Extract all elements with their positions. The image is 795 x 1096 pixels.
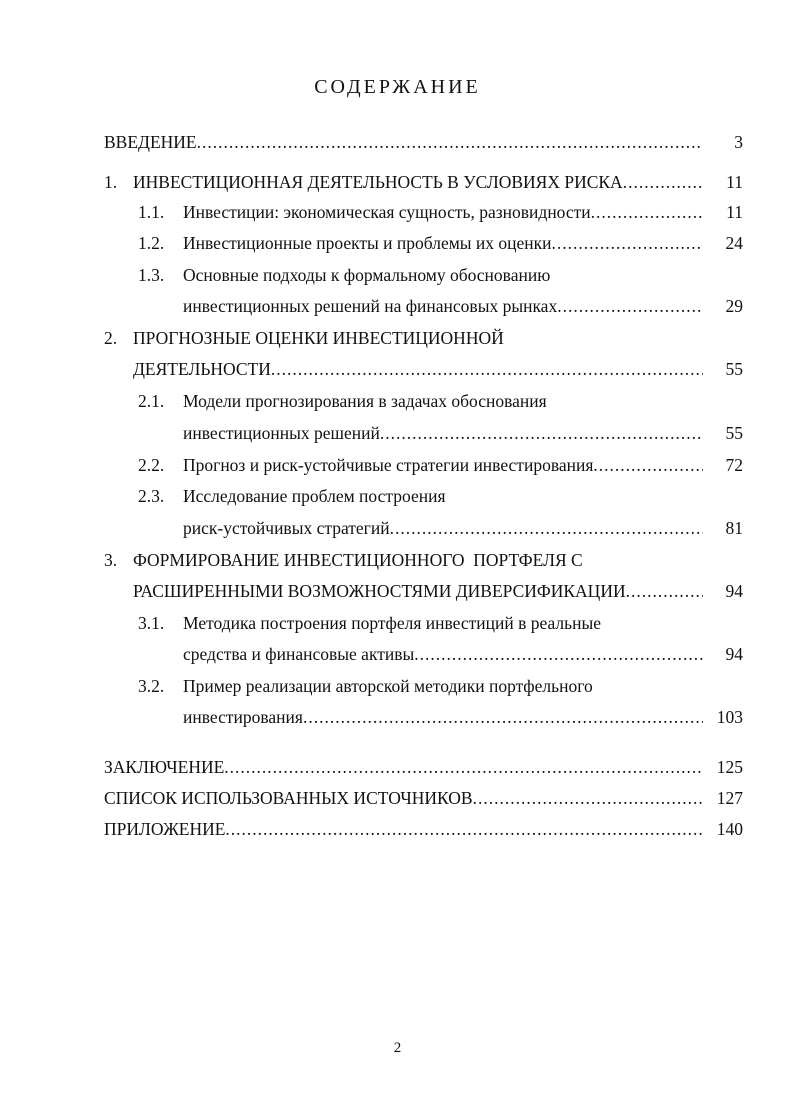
toc-entry-page: 11 xyxy=(726,172,743,192)
toc-entry-page: 140 xyxy=(716,819,743,839)
leader-dots xyxy=(473,786,703,810)
toc-entry-page: 125 xyxy=(716,757,743,777)
chapter-title: ИНВЕСТИЦИОННАЯ ДЕЯТЕЛЬНОСТЬ В УСЛОВИЯХ РИСКА xyxy=(133,172,623,192)
toc-entry-line xyxy=(104,786,703,810)
section-title-cont: инвестиционных решений xyxy=(183,423,380,443)
section-number: 1.1. xyxy=(138,202,165,222)
toc-chapter-1[interactable] xyxy=(0,170,795,194)
toc-entry-page: 81 xyxy=(725,518,743,538)
chapter-title: ФОРМИРОВАНИЕ ИНВЕСТИЦИОННОГО ПОРТФЕЛЯ С xyxy=(133,550,583,570)
toc-entry-line xyxy=(183,453,703,477)
toc-entry-line xyxy=(104,130,703,154)
toc-section-2-3-cont[interactable] xyxy=(0,516,795,540)
section-number: 3.1. xyxy=(138,613,165,633)
toc-entry-line xyxy=(183,516,703,540)
toc-entry-page: 55 xyxy=(725,359,743,379)
toc-entry-label: ЗАКЛЮЧЕНИЕ xyxy=(104,757,225,777)
section-title-cont: средства и финансовые активы xyxy=(183,644,415,664)
toc-chapter-3-cont[interactable] xyxy=(0,579,795,603)
toc-entry-line xyxy=(104,755,703,779)
section-title: Прогноз и риск-устойчивые стратегии инвестирования xyxy=(183,455,594,475)
toc-section-3-1-cont[interactable] xyxy=(0,642,795,666)
toc-section-3-2-cont[interactable] xyxy=(0,705,795,729)
toc-entry-intro[interactable] xyxy=(0,130,795,154)
section-title: Инвестиционные проекты и проблемы их оценки xyxy=(183,233,552,253)
toc-entry-label: СПИСОК ИСПОЛЬЗОВАННЫХ ИСТОЧНИКОВ xyxy=(104,788,473,808)
toc-entry-line xyxy=(183,642,703,666)
toc-entry-line xyxy=(104,817,703,841)
toc-entry-line xyxy=(133,357,703,381)
section-title: Исследование проблем построения xyxy=(183,486,446,506)
section-number: 2.1. xyxy=(138,391,165,411)
toc-chapter-2-cont[interactable] xyxy=(0,357,795,381)
toc-entry-page: 3 xyxy=(734,132,743,152)
section-title: Пример реализации авторской методики портфельного xyxy=(183,676,593,696)
toc-section-2-2[interactable] xyxy=(0,453,795,477)
section-number: 1.2. xyxy=(138,233,165,253)
section-title: Инвестиции: экономическая сущность, разновидности xyxy=(183,202,591,222)
toc-section-3-1[interactable] xyxy=(0,611,795,635)
chapter-title-cont: РАСШИРЕННЫМИ ВОЗМОЖНОСТЯМИ ДИВЕРСИФИКАЦИИ xyxy=(133,581,626,601)
leader-dots xyxy=(552,231,703,255)
toc-entry-label: ПРИЛОЖЕНИЕ xyxy=(104,819,226,839)
toc-entry-label: ВВЕДЕНИЕ xyxy=(104,132,197,152)
toc-entry-line xyxy=(183,705,703,729)
toc-chapter-2[interactable] xyxy=(0,326,795,350)
toc-section-1-2[interactable] xyxy=(0,231,795,255)
leader-dots xyxy=(557,294,703,318)
chapter-title-cont: ДЕЯТЕЛЬНОСТИ xyxy=(133,359,271,379)
section-title-cont: риск-устойчивых стратегий xyxy=(183,518,390,538)
leader-dots xyxy=(225,817,703,841)
page-title: СОДЕРЖАНИЕ xyxy=(314,76,481,98)
toc-entry-line xyxy=(183,231,703,255)
leader-dots xyxy=(390,516,703,540)
leader-dots xyxy=(414,642,703,666)
section-number: 3.2. xyxy=(138,676,165,696)
toc-entry-line xyxy=(133,170,703,194)
toc-entry-line xyxy=(183,421,703,445)
toc-entry-page: 94 xyxy=(725,644,743,664)
leader-dots xyxy=(271,357,703,381)
toc-entry-page: 11 xyxy=(726,202,743,222)
leader-dots xyxy=(593,453,703,477)
section-title: Основные подходы к формальному обоснованию xyxy=(183,265,551,285)
toc-entry-conclusion[interactable] xyxy=(0,755,795,779)
chapter-title: ПРОГНОЗНЫЕ ОЦЕНКИ ИНВЕСТИЦИОННОЙ xyxy=(133,328,504,348)
page-number: 2 xyxy=(393,1040,402,1056)
toc-section-3-2[interactable] xyxy=(0,674,795,698)
toc-entry-page: 72 xyxy=(725,455,743,475)
toc-entry-page: 29 xyxy=(725,296,743,316)
leader-dots xyxy=(626,579,703,603)
toc-entry-appendix[interactable] xyxy=(0,817,795,841)
chapter-number: 3. xyxy=(104,550,118,570)
toc-entry-line xyxy=(183,294,703,318)
section-title-cont: инвестиционных решений на финансовых рынках xyxy=(183,296,558,316)
toc-section-1-3[interactable] xyxy=(0,263,795,287)
section-title-cont: инвестирования xyxy=(183,707,303,727)
toc-entry-line xyxy=(133,579,703,603)
section-title: Модели прогнозирования в задачах обоснования xyxy=(183,391,547,411)
toc-section-2-1-cont[interactable] xyxy=(0,421,795,445)
toc-entry-page: 55 xyxy=(725,423,743,443)
leader-dots xyxy=(197,130,703,154)
leader-dots xyxy=(224,755,703,779)
toc-section-2-3[interactable] xyxy=(0,484,795,508)
toc-section-2-1[interactable] xyxy=(0,389,795,413)
leader-dots xyxy=(380,421,703,445)
section-number: 2.3. xyxy=(138,486,165,506)
chapter-number: 1. xyxy=(104,172,118,192)
toc-entry-page: 103 xyxy=(716,707,743,727)
leader-dots xyxy=(591,200,703,224)
toc-entry-page: 127 xyxy=(716,788,743,808)
toc-chapter-3[interactable] xyxy=(0,548,795,572)
toc-section-1-1[interactable] xyxy=(0,200,795,224)
section-number: 2.2. xyxy=(138,455,165,475)
leader-dots xyxy=(623,170,703,194)
toc-entry-page: 94 xyxy=(725,581,743,601)
leader-dots xyxy=(303,705,703,729)
toc-entry-sources[interactable] xyxy=(0,786,795,810)
toc-section-1-3-cont[interactable] xyxy=(0,294,795,318)
toc-entry-page: 24 xyxy=(725,233,743,253)
chapter-number: 2. xyxy=(104,328,118,348)
section-number: 1.3. xyxy=(138,265,165,285)
toc-entry-line xyxy=(183,200,703,224)
section-title: Методика построения портфеля инвестиций в реальные xyxy=(183,613,602,633)
